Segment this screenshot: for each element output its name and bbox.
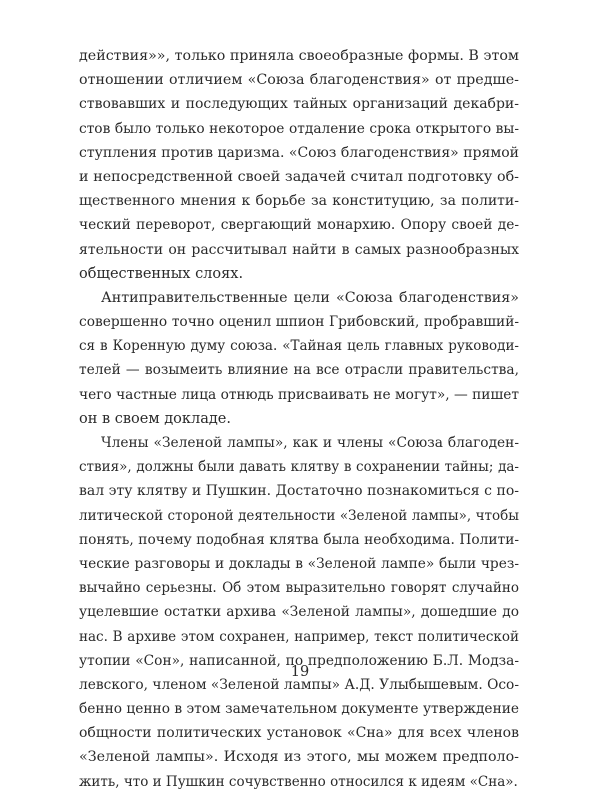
text-line: уцелевшие остатки архива «Зеленой лампы», дошедшие до bbox=[79, 604, 519, 621]
text-line: жить, что и Пушкин сочувственно относился к идеям «Сна». bbox=[79, 773, 518, 790]
text-line: ческий переворот, свергающий монархию. Опору своей де- bbox=[79, 217, 519, 234]
text-line: совершенно точно оценил шпион Грибовский, пробравший- bbox=[79, 314, 519, 331]
text-line: ствия», должны были давать клятву в сохранении тайны; да- bbox=[79, 459, 519, 476]
text-line: вал эту клятву и Пушкин. Достаточно познакомиться с по- bbox=[79, 483, 519, 500]
text-line: щественного мнения к борьбе за конституцию, за полити- bbox=[79, 193, 519, 210]
text-line: ся в Коренную думу союза. «Тайная цель главных руководи- bbox=[79, 338, 519, 355]
text-line: телей — возымеить влияние на все отрасли правительства, bbox=[79, 362, 519, 379]
text-line: понять, почему подобная клятва была необходима. Полити- bbox=[79, 531, 519, 548]
text-line: ятельности он рассчитывал найти в самых разнообразных bbox=[79, 241, 519, 258]
paragraph-3 bbox=[79, 431, 519, 794]
text-line: Антиправительственные цели «Союза благоденствия» bbox=[101, 289, 519, 306]
paragraph-1 bbox=[79, 44, 519, 286]
text-line: стов было только некоторое отдаление срока открытого вы- bbox=[79, 120, 519, 137]
page-number: 19 bbox=[290, 664, 310, 680]
text-line: левского, членом «Зеленой лампы» А.Д. Улыбышевым. Осо- bbox=[79, 676, 519, 693]
text-line: отношении отличием «Союза благоденствия» от предше- bbox=[79, 72, 519, 89]
text-line: «Зеленой лампы». Исходя из этого, мы можем предполо- bbox=[79, 749, 519, 766]
paragraph-2 bbox=[79, 286, 519, 431]
text-line: действия»», только приняла своеобразные формы. В этом bbox=[79, 48, 519, 64]
text-line: общности политических установок «Сна» для всех членов bbox=[79, 725, 519, 742]
text-line: бенно ценно в этом замечательном документе утверждение bbox=[79, 701, 520, 718]
text-line: ческие разговоры и доклады в «Зеленой лампе» были чрез- bbox=[79, 555, 519, 572]
text-line: утопии «Сон», написанной, по предположению Б.Л. Модза- bbox=[79, 652, 519, 669]
text-line: чего частные лица отнюдь присваивать не могут», — пишет bbox=[79, 386, 519, 403]
body-text bbox=[79, 44, 519, 794]
text-line: нас. В архиве этом сохранен, например, текст политической bbox=[79, 628, 519, 645]
text-line: ступления против царизма. «Союз благоденствия» прямой bbox=[79, 144, 519, 161]
text-line: литической стороной деятельности «Зеленой лампы», чтобы bbox=[79, 507, 519, 524]
text-line: общественных слоях. bbox=[79, 265, 244, 282]
text-line: ствовавших и последующих тайных организаций декабри- bbox=[79, 96, 519, 113]
text-line: Члены «Зеленой лампы», как и члены «Союза благоден- bbox=[101, 435, 519, 451]
text-line: и непосредственной своей задачей считал подготовку об- bbox=[79, 168, 519, 185]
text-line: вычайно серьезны. Об этом выразительно говорят случайно bbox=[79, 580, 519, 597]
text-line: он в своем докладе. bbox=[79, 410, 231, 427]
